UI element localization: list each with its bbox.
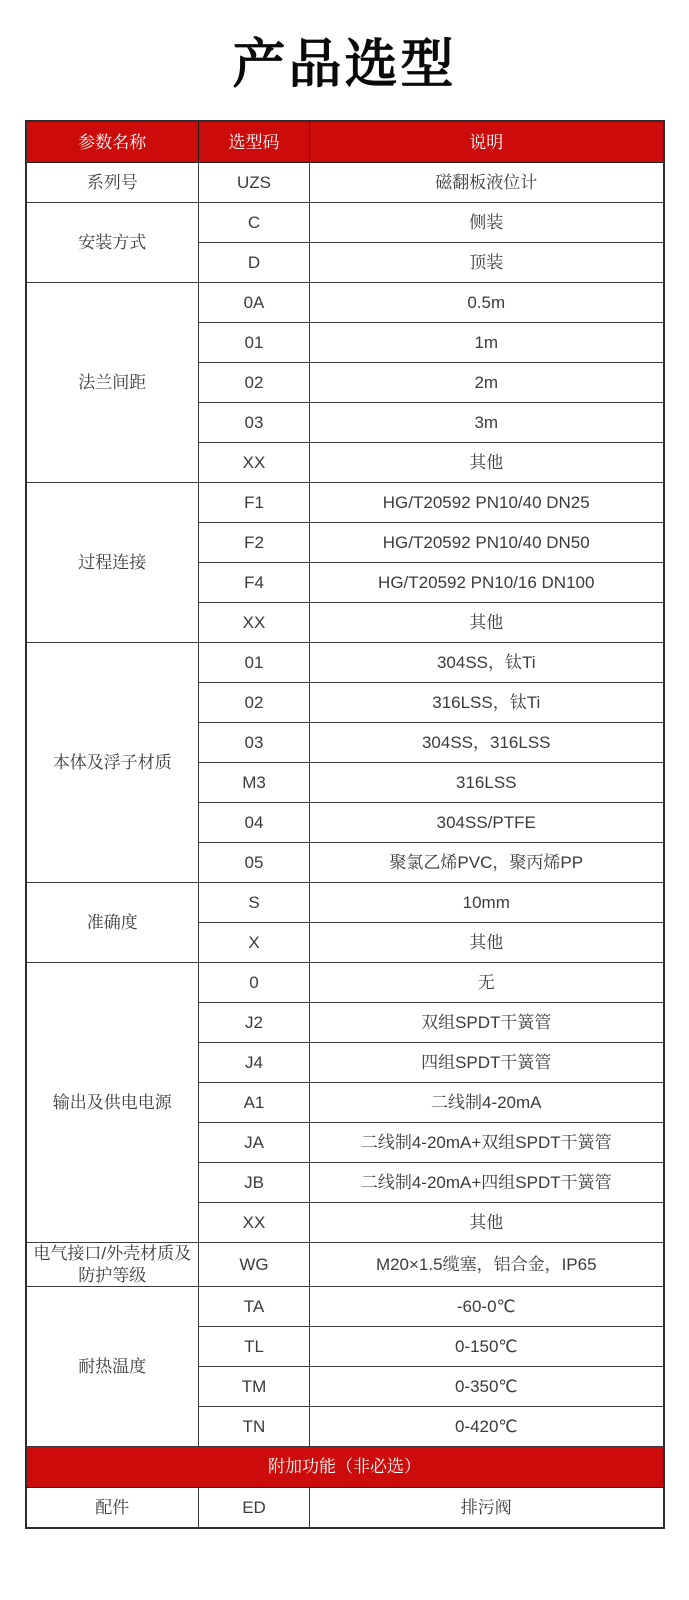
description-cell: M20×1.5缆塞，铝合金，IP65 [310, 1243, 664, 1287]
table-row [26, 1243, 664, 1287]
selection-code-cell: 0A [199, 283, 310, 323]
selection-code-cell: JB [199, 1163, 310, 1203]
selection-code-cell: 02 [199, 683, 310, 723]
selection-code-cell: 01 [199, 643, 310, 683]
description-cell: 无 [310, 963, 664, 1003]
section-banner: 附加功能（非必选） [26, 1446, 664, 1487]
selection-code-cell: S [199, 883, 310, 923]
parameter-name-cell: 配件 [26, 1487, 199, 1528]
selection-code-cell: UZS [199, 163, 310, 203]
description-cell: 磁翻板液位计 [310, 163, 664, 203]
parameter-name-cell: 法兰间距 [26, 283, 199, 483]
table-row [26, 283, 664, 323]
description-cell: HG/T20592 PN10/16 DN100 [310, 563, 664, 603]
parameter-name-cell: 过程连接 [26, 483, 199, 643]
description-cell: 0.5m [310, 283, 664, 323]
table-body [26, 163, 664, 1528]
table-row [26, 163, 664, 203]
description-cell: 侧装 [310, 203, 664, 243]
selection-code-cell: 05 [199, 843, 310, 883]
description-cell: 1m [310, 323, 664, 363]
description-cell: 3m [310, 403, 664, 443]
table-row [26, 643, 664, 683]
description-cell: 0-420℃ [310, 1406, 664, 1446]
selection-code-cell: JA [199, 1123, 310, 1163]
selection-code-cell: TL [199, 1326, 310, 1366]
description-cell: 2m [310, 363, 664, 403]
description-cell: 0-150℃ [310, 1326, 664, 1366]
selection-code-cell: ED [199, 1487, 310, 1528]
product-selection-table [25, 120, 665, 1529]
section-banner-row [26, 1446, 664, 1487]
description-cell: 二线制4-20mA+四组SPDT干簧管 [310, 1163, 664, 1203]
parameter-name-cell: 系列号 [26, 163, 199, 203]
parameter-name-cell: 安装方式 [26, 203, 199, 283]
description-cell: 其他 [310, 443, 664, 483]
description-cell: -60-0℃ [310, 1286, 664, 1326]
parameter-name-cell: 本体及浮子材质 [26, 643, 199, 883]
description-cell: 排污阀 [310, 1487, 664, 1528]
selection-code-cell: C [199, 203, 310, 243]
parameter-name-cell: 耐热温度 [26, 1286, 199, 1446]
table-row [26, 963, 664, 1003]
selection-code-cell: J4 [199, 1043, 310, 1083]
table-row [26, 483, 664, 523]
description-cell: 二线制4-20mA [310, 1083, 664, 1123]
description-cell: 316LSS，钛Ti [310, 683, 664, 723]
table-row [26, 203, 664, 243]
description-cell: 顶装 [310, 243, 664, 283]
parameter-name-cell: 电气接口/外壳材质及防护等级 [26, 1243, 199, 1287]
selection-code-cell: XX [199, 1203, 310, 1243]
parameter-name-cell: 准确度 [26, 883, 199, 963]
selection-code-cell: WG [199, 1243, 310, 1287]
description-cell: 0-350℃ [310, 1366, 664, 1406]
description-cell: 双组SPDT干簧管 [310, 1003, 664, 1043]
column-header-parameter-name: 参数名称 [26, 121, 199, 163]
selection-code-cell: TM [199, 1366, 310, 1406]
selection-code-cell: J2 [199, 1003, 310, 1043]
table-row [26, 883, 664, 923]
description-cell: 304SS，316LSS [310, 723, 664, 763]
description-cell: 304SS/PTFE [310, 803, 664, 843]
selection-code-cell: F4 [199, 563, 310, 603]
description-cell: 二线制4-20mA+双组SPDT干簧管 [310, 1123, 664, 1163]
selection-code-cell: 01 [199, 323, 310, 363]
description-cell: 四组SPDT干簧管 [310, 1043, 664, 1083]
table-row [26, 1286, 664, 1326]
column-header-selection-code: 选型码 [199, 121, 310, 163]
description-cell: 10mm [310, 883, 664, 923]
selection-code-cell: X [199, 923, 310, 963]
selection-code-cell: TA [199, 1286, 310, 1326]
description-cell: HG/T20592 PN10/40 DN50 [310, 523, 664, 563]
selection-code-cell: 03 [199, 403, 310, 443]
description-cell: HG/T20592 PN10/40 DN25 [310, 483, 664, 523]
selection-code-cell: XX [199, 603, 310, 643]
selection-code-cell: F1 [199, 483, 310, 523]
table-header [26, 121, 664, 163]
column-header-description: 说明 [310, 121, 664, 163]
description-cell: 304SS，钛Ti [310, 643, 664, 683]
selection-code-cell: 03 [199, 723, 310, 763]
selection-code-cell: 04 [199, 803, 310, 843]
description-cell: 316LSS [310, 763, 664, 803]
selection-code-cell: XX [199, 443, 310, 483]
parameter-name-cell: 输出及供电电源 [26, 963, 199, 1243]
table-row [26, 1487, 664, 1528]
header-row [26, 121, 664, 163]
description-cell: 其他 [310, 603, 664, 643]
selection-code-cell: TN [199, 1406, 310, 1446]
page-title: 产品选型 [232, 35, 457, 94]
description-cell: 其他 [310, 1203, 664, 1243]
selection-code-cell: A1 [199, 1083, 310, 1123]
selection-code-cell: 0 [199, 963, 310, 1003]
description-cell: 聚氯乙烯PVC，聚丙烯PP [310, 843, 664, 883]
selection-code-cell: M3 [199, 763, 310, 803]
selection-code-cell: 02 [199, 363, 310, 403]
selection-code-cell: F2 [199, 523, 310, 563]
description-cell: 其他 [310, 923, 664, 963]
selection-code-cell: D [199, 243, 310, 283]
